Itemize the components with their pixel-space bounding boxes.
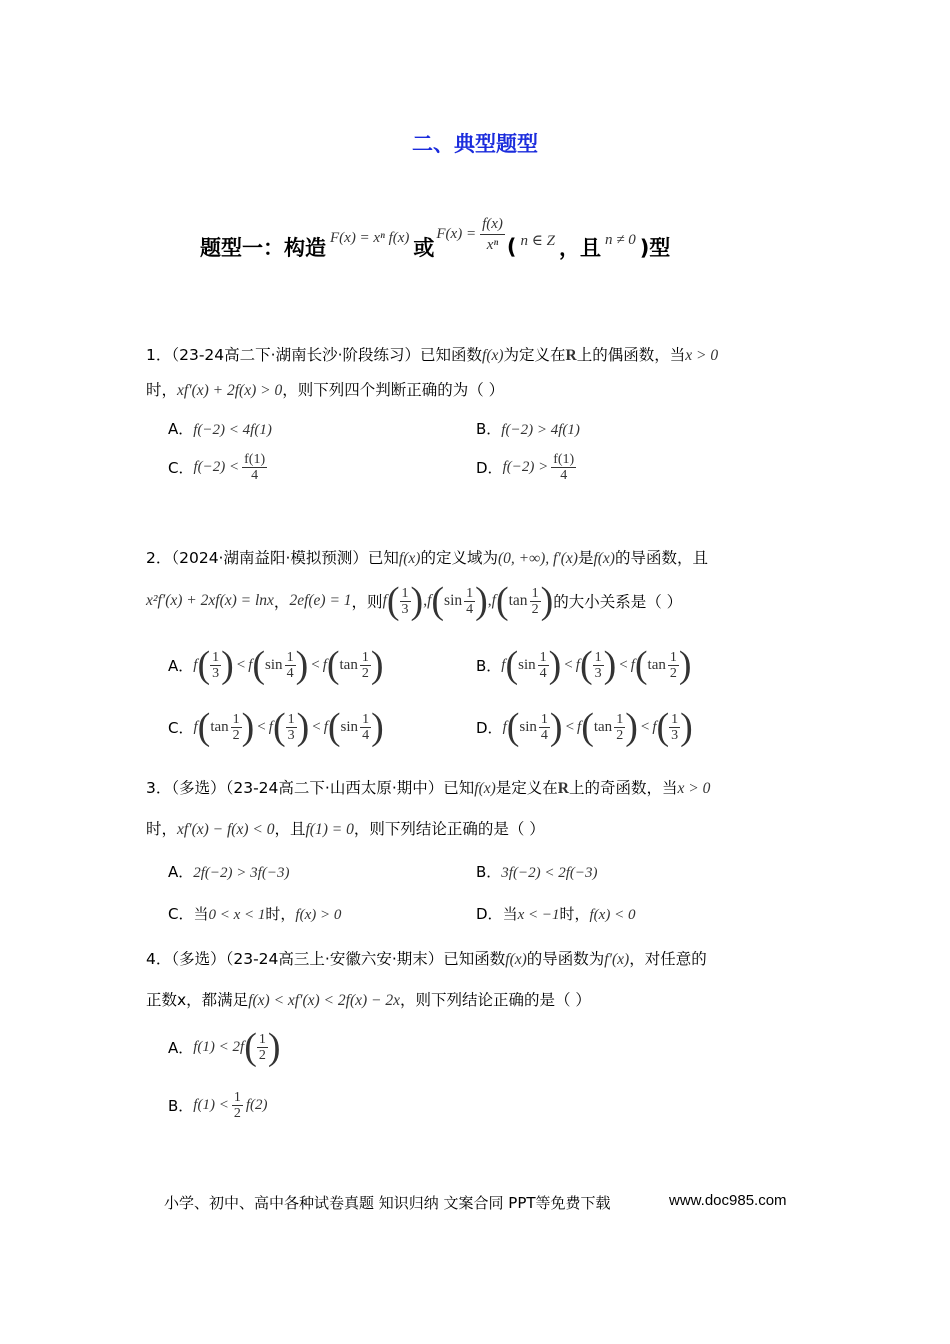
condition-n-in-Z: n ∈ Z: [520, 233, 555, 249]
q3-option-c[interactable]: C．当0 < x < 1时，f(x) > 0: [168, 905, 342, 923]
formula-F-fx-over-xn: F(x) = $\frac{f(x)}{\text{xⁿ}}$: [436, 216, 503, 253]
q1-line1: 1．（23-24高二下·湖南长沙·阶段练习）已知函数f(x)为定义在R上的偶函数，当x > 0: [146, 346, 719, 364]
type-heading-prefix: 题型一：构造: [200, 235, 326, 260]
q2-line1: 2．（2024·湖南益阳·模拟预测）已知f(x)的定义域为(0, +∞), f′(x)是f(x)的导函数，且: [146, 549, 708, 567]
q2-option-c[interactable]: C． f ( tan $\frac{1}{2}$ ) < f ( $\frac{1}{3}$ ) < f ( sin $\frac{1}{4}$ ): [168, 706, 384, 748]
q4-line1: 4．（多选）（23-24高三上·安徽六安·期末）已知函数f(x)的导函数为f′(x)，对任意的: [146, 950, 707, 968]
footer-text: 小学、初中、高中各种试卷真题 知识归纳 文案合同 PPT等免费下载: [164, 1194, 611, 1212]
q3-option-a[interactable]: A．2f(−2) > 3f(−3): [168, 863, 290, 881]
type-heading: 题型一：构造 F(x) = xⁿ f(x) 或 F(x) = $\frac{f(x)}{\text{xⁿ}}$ ( n ∈ Z ，且 n ≠ 0 )型: [200, 216, 671, 260]
footer-url-link[interactable]: www.doc985.com: [669, 1192, 787, 1209]
q1-option-b[interactable]: B．f(−2) > 4f(1): [476, 420, 580, 438]
q2-line2: x²f′(x) + 2xf(x) = lnx ， 2ef(e) = 1 ，则 f ( $\frac{1}{3}$ ) , f ( sin $\frac{1}{4}$ ) , f ( tan $\frac{1}{2}$ ) 的大小关系是（ ）: [146, 580, 683, 622]
type-heading-or: 或: [413, 235, 435, 260]
q3-option-d[interactable]: D．当x < −1时，f(x) < 0: [476, 905, 636, 923]
q2-option-b[interactable]: B． f ( sin $\frac{1}{4}$ ) < f ( $\frac{1}{3}$ ) < f ( tan $\frac{1}{2}$ ): [476, 644, 692, 686]
q2-values: f ( $\frac{1}{3}$ ) , f ( sin $\frac{1}{4}$ ) , f ( tan $\frac{1}{2}$ ): [382, 580, 554, 622]
section-title: 二、典型题型: [412, 132, 538, 156]
q1-option-d[interactable]: D． f(−2) > $\frac{f(1)}{4}$: [476, 452, 575, 483]
formula-F-xn-fx: F(x) = xⁿ f(x): [330, 230, 410, 246]
q4-line2: 正数x，都满足f(x) < xf′(x) < 2f(x) − 2x，则下列结论正确的是（ ）: [146, 991, 591, 1009]
q3-line2: 时，xf′(x) − f(x) < 0，且f(1) = 0，则下列结论正确的是（ ）: [146, 820, 545, 838]
q1-line2: 时，xf′(x) + 2f(x) > 0，则下列四个判断正确的为（ ）: [146, 381, 505, 399]
q2-option-d[interactable]: D． f ( sin $\frac{1}{4}$ ) < f ( tan $\frac{1}{2}$ ) < f ( $\frac{1}{3}$ ): [476, 706, 693, 748]
q3-line1: 3．（多选）（23-24高二下·山西太原·期中）已知f(x)是定义在R上的奇函数，当x > 0: [146, 779, 711, 797]
q2-option-a[interactable]: A． f ( $\frac{1}{3}$ ) < f ( sin $\frac{1}{4}$ ) < f ( tan $\frac{1}{2}$ ): [168, 644, 384, 686]
q1-option-a[interactable]: A．f(−2) < 4f(1): [168, 420, 272, 438]
q3-option-b[interactable]: B．3f(−2) < 2f(−3): [476, 863, 598, 881]
q4-option-a[interactable]: A． f(1) < 2f ( $\frac{1}{2}$ ): [168, 1026, 281, 1068]
condition-n-neq-0: n ≠ 0: [604, 232, 636, 248]
q1-option-c[interactable]: C． f(−2) < $\frac{f(1)}{4}$: [168, 452, 266, 483]
q4-option-b[interactable]: B． f(1) < $\frac{1}{2}$ f(2): [168, 1090, 268, 1121]
